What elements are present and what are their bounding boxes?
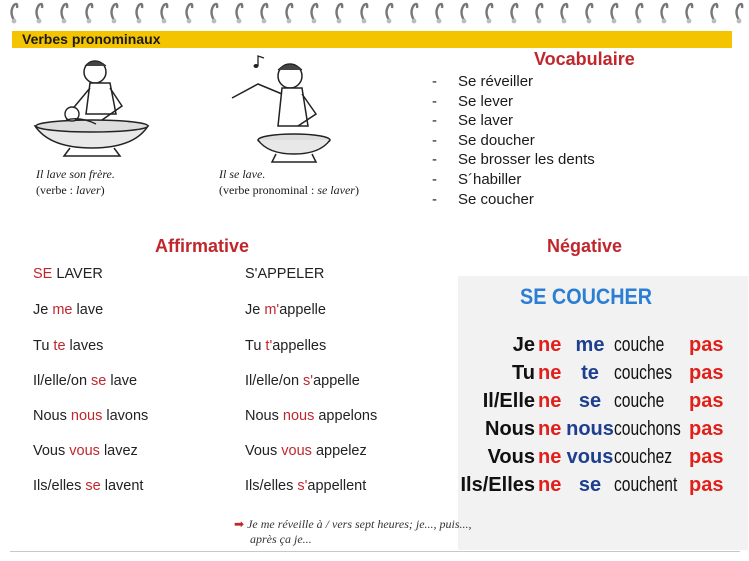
conjugation-line — [245, 478, 366, 494]
conj-verb: appelle — [279, 302, 326, 318]
vocabulary-item-text: Se lever — [458, 92, 514, 110]
spiral-hole — [462, 19, 467, 24]
conj-verb: lavent — [100, 478, 144, 494]
dash-bullet: - — [432, 151, 437, 169]
neg-subject: Vous — [487, 446, 535, 468]
spiral-hole — [412, 19, 417, 24]
conj-verb: lave — [106, 373, 138, 389]
conj-verb: appellent — [307, 478, 367, 494]
dash-bullet: - — [432, 131, 437, 149]
conj-pronoun: nous — [70, 408, 103, 424]
conj-pronoun: me — [52, 302, 73, 318]
spiral-hole — [162, 19, 167, 24]
spiral-hole — [287, 19, 292, 24]
conj-pronoun: se — [85, 478, 101, 494]
conj-subject: Vous — [33, 443, 70, 459]
conj-subject: S'APPELER — [245, 266, 325, 282]
neg-verb — [614, 417, 681, 441]
example-note: ➡ Je me réveille à / vers sept heures; je..., puis..., après ça je... — [234, 517, 472, 546]
spiral-coil — [562, 4, 568, 20]
spiral-hole — [687, 19, 692, 24]
conj-verb: lavez — [99, 443, 138, 459]
neg-verb-stem: couch — [614, 474, 656, 496]
conj-subject: Tu — [245, 338, 266, 354]
spiral-hole — [637, 19, 642, 24]
neg-particle-pas: pas — [689, 474, 724, 496]
right-caption: Il se lave. (verbe pronominal : se laver) — [219, 167, 359, 197]
neg-particle-pas: pas — [689, 390, 724, 412]
spiral-coil — [712, 4, 718, 20]
spiral-coil — [587, 4, 593, 20]
vocabulary-item-text: Se réveiller — [458, 73, 534, 90]
dash-bullet: - — [432, 112, 437, 130]
spiral-coil — [387, 4, 393, 20]
conj-verb: LAVER — [56, 266, 103, 282]
page-title: Verbes pronominaux — [22, 31, 161, 47]
affirmative-title: Affirmative — [155, 236, 250, 256]
neg-particle-ne: ne — [538, 474, 562, 496]
spiral-hole — [87, 19, 92, 24]
conj-verb: appelles — [272, 338, 327, 354]
conj-subject: Ils/elles — [245, 478, 298, 494]
neg-pronoun: se — [578, 390, 602, 412]
neg-pronoun: nous — [566, 418, 614, 440]
neg-verb — [614, 473, 677, 497]
spiral-hole — [562, 19, 567, 24]
neg-verb-ending: e — [655, 334, 665, 356]
neg-particle-pas: pas — [689, 334, 724, 356]
arrow-icon: ➡ — [234, 517, 245, 531]
vocabulary-item-text: Se laver — [458, 112, 514, 130]
spiral-hole — [587, 19, 592, 24]
vocabulary-item — [432, 131, 595, 151]
neg-particle-ne: ne — [538, 362, 562, 384]
boy-washing-brother-illustration — [30, 56, 165, 166]
left-caption: Il lave son frère. (verbe : laver) — [36, 167, 115, 197]
spiral-coil — [462, 4, 468, 20]
spiral-hole — [387, 19, 392, 24]
spiral-coil — [687, 4, 693, 20]
neg-particle-ne: ne — [538, 446, 562, 468]
neg-verb-ending: z — [664, 446, 673, 468]
conj-subject: Ils/elles — [33, 478, 86, 494]
spiral-hole — [187, 19, 192, 24]
conj-verb: lavons — [102, 408, 149, 424]
conjugation-line — [33, 408, 148, 424]
neg-verb — [614, 333, 664, 357]
neg-pronoun: se — [578, 474, 602, 496]
conj-pronoun: se — [91, 373, 107, 389]
neg-pronoun: vous — [566, 446, 614, 468]
vocabulary-item — [432, 150, 595, 170]
spiral-hole — [137, 19, 142, 24]
spiral-hole — [662, 19, 667, 24]
neg-particle-pas: pas — [689, 446, 724, 468]
spiral-coil — [162, 4, 168, 20]
spiral-coil — [87, 4, 93, 20]
neg-pronoun: me — [575, 334, 605, 356]
spiral-coil — [487, 4, 493, 20]
negative-box-title: SE COUCHER — [520, 284, 653, 309]
spiral-hole — [112, 19, 117, 24]
conj-verb: appelle — [313, 373, 360, 389]
spiral-coil — [237, 4, 243, 20]
conj-subject: SE — [33, 266, 57, 282]
spiral-coil — [437, 4, 443, 20]
dash-bullet: - — [432, 190, 437, 208]
neg-verb — [614, 445, 672, 469]
vocabulary-item-text: Se brosser les dents — [458, 151, 595, 169]
neg-verb-ending: ons — [655, 418, 681, 440]
conjugation-line — [33, 266, 103, 282]
spiral-coil — [262, 4, 268, 20]
conjugation-line — [33, 373, 137, 389]
spiral-hole — [487, 19, 492, 24]
neg-verb-ending: s — [664, 362, 673, 384]
conjugation-line — [33, 338, 103, 354]
conjugation-line — [245, 373, 360, 389]
neg-verb-stem: couch — [614, 334, 656, 356]
spiral-hole — [37, 19, 42, 24]
spiral-coil — [312, 4, 318, 20]
conj-pronoun: m' — [264, 302, 280, 318]
conjugation-line — [245, 443, 367, 459]
vocabulary-item — [432, 92, 595, 112]
conj-pronoun: vous — [69, 443, 100, 459]
spiral-hole — [737, 19, 742, 24]
spiral-coil — [637, 4, 643, 20]
spiral-hole — [537, 19, 542, 24]
neg-particle-pas: pas — [689, 418, 724, 440]
neg-subject: Nous — [485, 418, 535, 440]
spiral-coil — [112, 4, 118, 20]
vocabulary-item-text: Se doucher — [458, 131, 535, 149]
conj-verb: appelez — [311, 443, 367, 459]
neg-verb — [614, 361, 672, 385]
spiral-hole — [437, 19, 442, 24]
neg-verb-ending: ent — [655, 474, 678, 496]
dash-bullet: - — [432, 73, 437, 90]
spiral-hole — [362, 19, 367, 24]
neg-particle-pas: pas — [689, 362, 724, 384]
conj-subject: Tu — [33, 338, 54, 354]
spiral-binding — [0, 0, 749, 30]
spiral-coil — [212, 4, 218, 20]
vocabulary-item — [432, 72, 595, 92]
spiral-hole — [612, 19, 617, 24]
vocabulary-title: Vocabulaire — [534, 49, 635, 69]
dash-bullet: - — [432, 92, 437, 110]
conjugation-line — [245, 408, 377, 424]
neg-particle-ne: ne — [538, 334, 562, 356]
spiral-coil — [287, 4, 293, 20]
conjugation-line — [245, 266, 324, 282]
neg-particle-ne: ne — [538, 390, 562, 412]
conjugation-line — [33, 443, 138, 459]
spiral-coil — [187, 4, 193, 20]
conj-subject: Il/elle/on — [245, 373, 304, 389]
neg-subject: Je — [512, 334, 535, 356]
spiral-coil — [662, 4, 668, 20]
neg-verb-stem: couch — [614, 418, 656, 440]
conj-verb: appelons — [314, 408, 378, 424]
conj-pronoun: t' — [265, 338, 273, 354]
conj-pronoun: nous — [282, 408, 315, 424]
spiral-coil — [337, 4, 343, 20]
conj-subject: Je — [33, 302, 53, 318]
spiral-coil — [412, 4, 418, 20]
conj-subject: Je — [245, 302, 265, 318]
negative-title: Négative — [547, 236, 623, 256]
neg-verb-stem: couche — [614, 362, 665, 384]
neg-particle-ne: ne — [538, 418, 562, 440]
neg-verb-ending: e — [655, 390, 665, 412]
vocabulary-item — [432, 170, 595, 190]
spiral-coil — [12, 4, 18, 20]
spiral-hole — [212, 19, 217, 24]
boy-washing-himself-illustration — [218, 54, 333, 166]
conjugation-line — [33, 302, 103, 318]
conjugation-line — [245, 338, 326, 354]
negative-conjugation-box — [458, 276, 748, 550]
neg-verb-stem: couch — [614, 390, 656, 412]
conjugation-line — [245, 302, 326, 318]
vocabulary-item-text: S´habiller — [458, 170, 522, 188]
conj-subject: Il/elle/on — [33, 373, 92, 389]
neg-pronoun: te — [581, 362, 599, 384]
vocabulary-list — [432, 72, 595, 209]
neg-verb-stem: couche — [614, 446, 665, 468]
spiral-hole — [312, 19, 317, 24]
conj-pronoun: s' — [297, 478, 308, 494]
conj-pronoun: vous — [281, 443, 312, 459]
spiral-hole — [262, 19, 267, 24]
spiral-coil — [737, 4, 743, 20]
spiral-hole — [237, 19, 242, 24]
conjugation-line — [33, 478, 143, 494]
neg-subject: Tu — [512, 362, 535, 384]
spiral-coil — [612, 4, 618, 20]
conj-pronoun: te — [53, 338, 66, 354]
conj-subject: Vous — [245, 443, 282, 459]
vocabulary-item-text: Se coucher — [458, 190, 534, 208]
spiral-hole — [12, 19, 17, 24]
spiral-hole — [62, 19, 67, 24]
conj-verb: laves — [65, 338, 104, 354]
conj-subject: Nous — [33, 408, 71, 424]
neg-subject: Il/Elle — [482, 390, 535, 412]
neg-verb — [614, 389, 664, 413]
conj-subject: Nous — [245, 408, 283, 424]
spiral-hole — [337, 19, 342, 24]
spiral-coil — [362, 4, 368, 20]
spiral-hole — [712, 19, 717, 24]
spiral-hole — [512, 19, 517, 24]
vocabulary-item — [432, 111, 595, 131]
vocabulary-item — [432, 190, 595, 210]
spiral-coil — [137, 4, 143, 20]
neg-subject: Ils/Elles — [460, 474, 535, 496]
spiral-coil — [512, 4, 518, 20]
spiral-coil — [62, 4, 68, 20]
spiral-coil — [37, 4, 43, 20]
dash-bullet: - — [432, 170, 437, 188]
conj-pronoun: s' — [303, 373, 314, 389]
spiral-coil — [537, 4, 543, 20]
bottom-divider — [10, 551, 740, 552]
conj-verb: lave — [72, 302, 104, 318]
